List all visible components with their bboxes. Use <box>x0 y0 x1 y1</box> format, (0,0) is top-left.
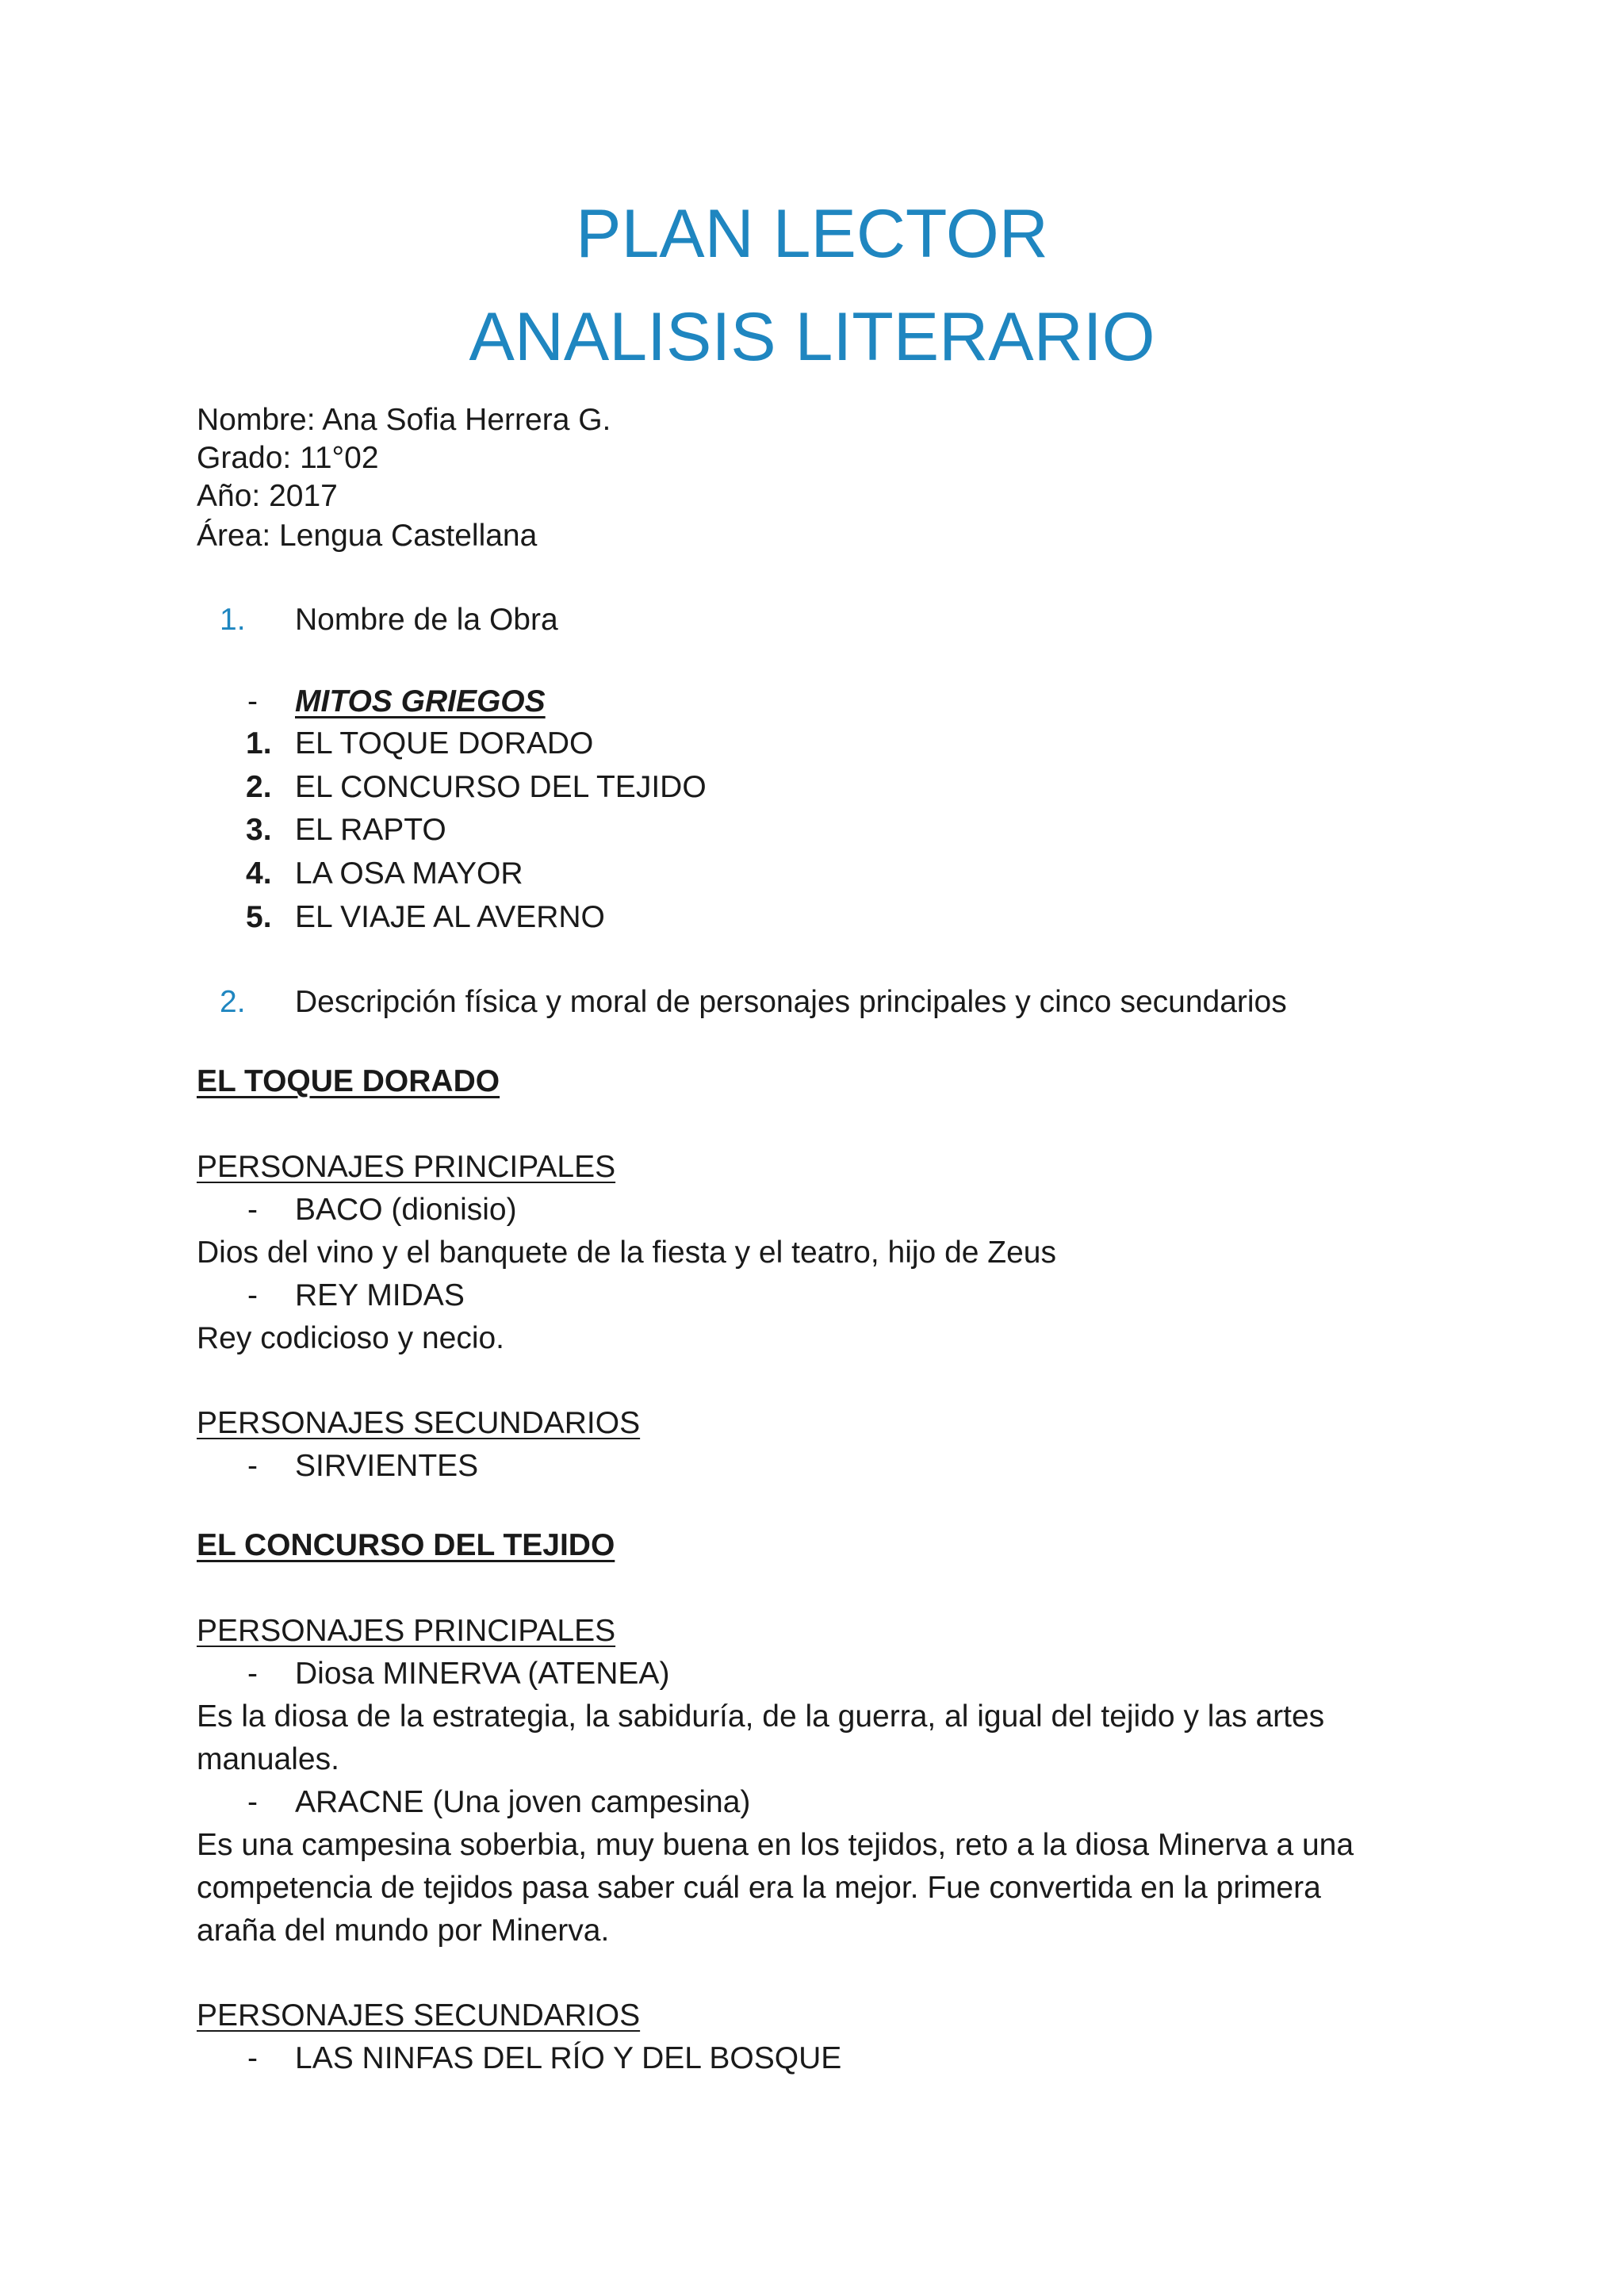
question-1-number: 1. <box>220 603 246 637</box>
character-name: ARACNE (Una joven campesina) <box>295 1785 751 1819</box>
student-name: Nombre: Ana Sofia Herrera G. <box>197 403 611 437</box>
section-heading: EL CONCURSO DEL TEJIDO <box>197 1528 615 1562</box>
list-dash: - <box>247 1193 258 1227</box>
secondary-characters-label: PERSONAJES SECUNDARIOS <box>197 1406 641 1440</box>
work-title: MITOS GRIEGOS <box>295 684 546 718</box>
myth-item: LA OSA MAYOR <box>295 856 523 891</box>
character-name: BACO (dionisio) <box>295 1193 517 1227</box>
character-name: REY MIDAS <box>295 1278 465 1312</box>
secondary-characters-label: PERSONAJES SECUNDARIOS <box>197 1998 641 2033</box>
question-1-text: Nombre de la Obra <box>295 603 558 637</box>
myth-item: EL VIAJE AL AVERNO <box>295 900 605 934</box>
subject-area: Área: Lengua Castellana <box>197 519 538 553</box>
character-description: Es la diosa de la estrategia, la sabiduría, de la guerra, al igual del tejido y las artes <box>197 1699 1325 1734</box>
myth-number: 4. <box>246 856 272 891</box>
myth-item: EL RAPTO <box>295 813 446 847</box>
list-dash: - <box>247 1657 258 1691</box>
list-dash: - <box>247 2041 258 2075</box>
character-description: araña del mundo por Minerva. <box>197 1914 610 1948</box>
myth-item: EL TOQUE DORADO <box>295 726 594 761</box>
character-description: Es una campesina soberbia, muy buena en los tejidos, reto a la diosa Minerva a una <box>197 1828 1354 1862</box>
myth-number: 2. <box>246 770 272 804</box>
section-heading: EL TOQUE DORADO <box>197 1064 500 1098</box>
question-2-number: 2. <box>220 985 246 1019</box>
list-dash: - <box>247 1785 258 1819</box>
page-subtitle: ANALISIS LITERARIO <box>469 299 1155 375</box>
list-dash: - <box>247 1278 258 1312</box>
page-title: PLAN LECTOR <box>576 196 1048 272</box>
myth-number: 5. <box>246 900 272 934</box>
myth-number: 3. <box>246 813 272 847</box>
list-dash: - <box>247 1449 258 1483</box>
character-description: Rey codicioso y necio. <box>197 1321 505 1355</box>
character-description: manuales. <box>197 1742 339 1776</box>
year: Año: 2017 <box>197 479 338 513</box>
student-grade: Grado: 11°02 <box>197 441 379 475</box>
principal-characters-label: PERSONAJES PRINCIPALES <box>197 1150 616 1184</box>
myth-item: EL CONCURSO DEL TEJIDO <box>295 770 707 804</box>
character-name: Diosa MINERVA (ATENEA) <box>295 1657 670 1691</box>
character-description: Dios del vino y el banquete de la fiesta y el teatro, hijo de Zeus <box>197 1236 1056 1270</box>
character-name: SIRVIENTES <box>295 1449 479 1483</box>
principal-characters-label: PERSONAJES PRINCIPALES <box>197 1614 616 1648</box>
question-2-text: Descripción física y moral de personajes principales y cinco secundarios <box>295 985 1287 1019</box>
character-description: competencia de tejidos pasa saber cuál era la mejor. Fue convertida en la primera <box>197 1871 1321 1905</box>
character-name: LAS NINFAS DEL RÍO Y DEL BOSQUE <box>295 2041 842 2075</box>
work-dash: - <box>247 684 258 718</box>
myth-number: 1. <box>246 726 272 761</box>
